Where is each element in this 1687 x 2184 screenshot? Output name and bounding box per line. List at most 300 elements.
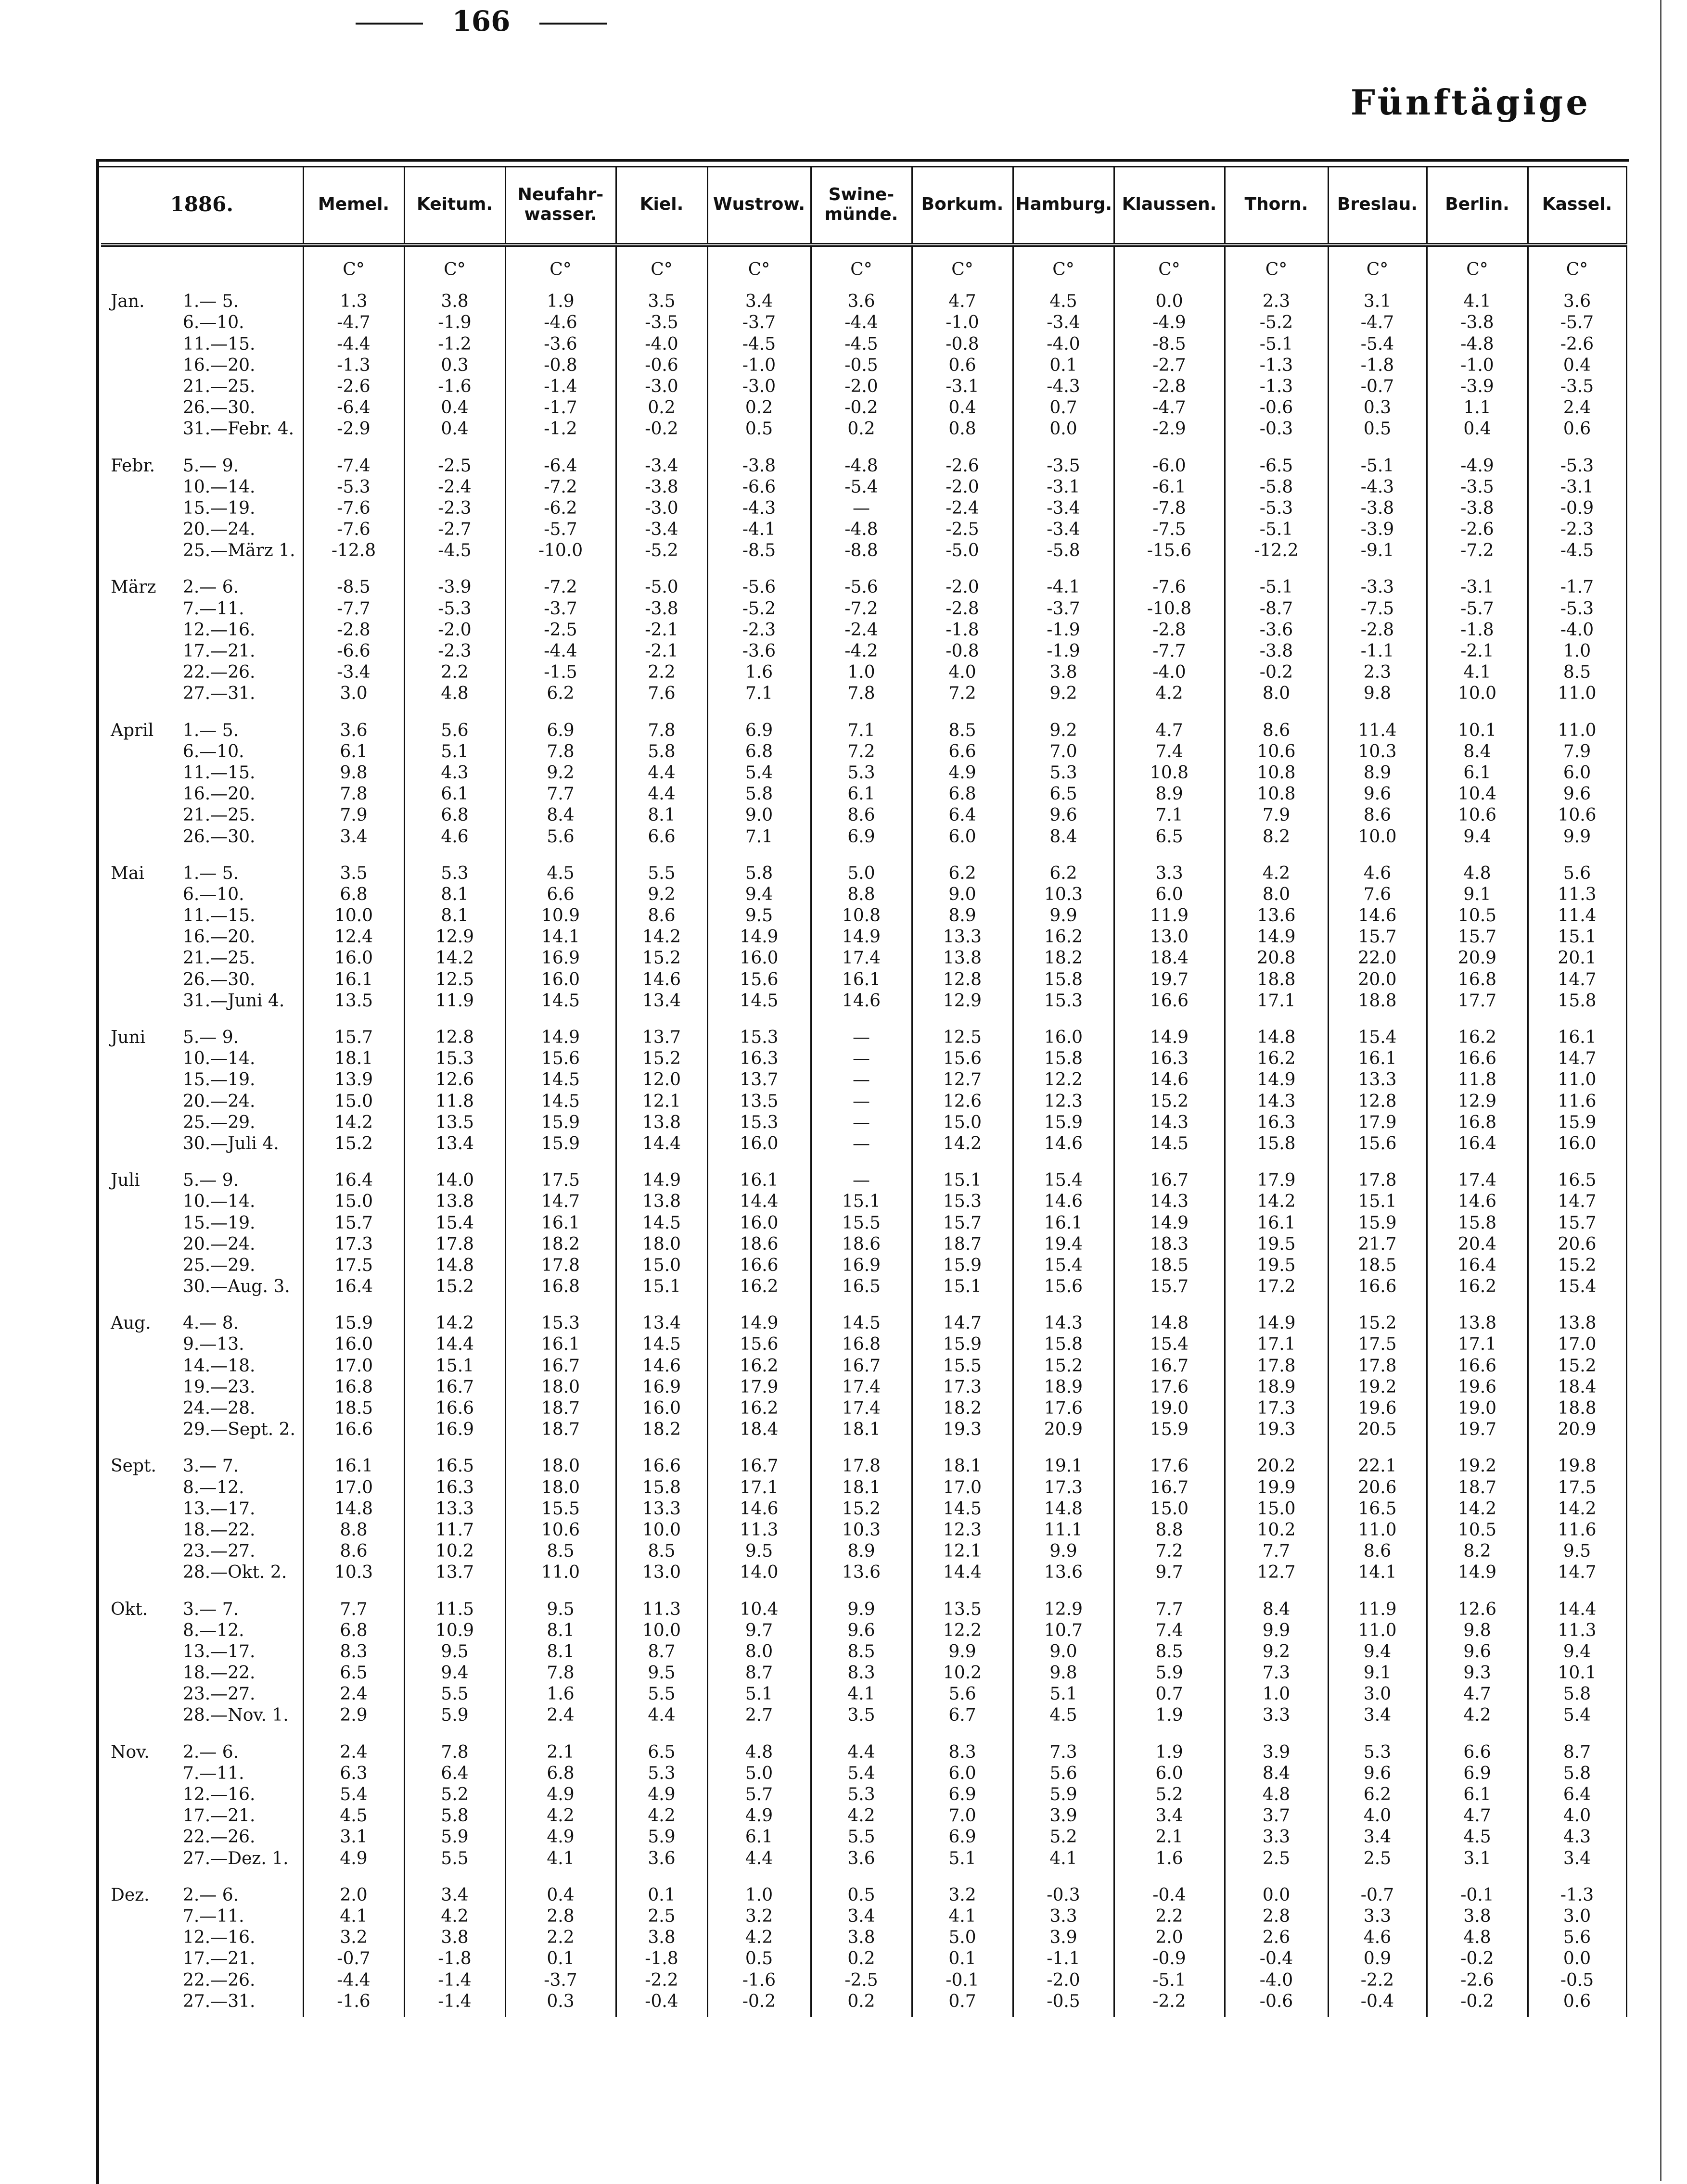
value-cell [1427,1302,1528,1445]
temperature-value: -1.2 [544,419,577,439]
temperature-value: 14.8 [334,1498,373,1519]
station-header: Klaussen. [1114,166,1225,245]
temperature-value: 14.4 [1558,1599,1597,1619]
period-label: 27.—Dez. 1. [183,1848,289,1868]
temperature-value: 16.7 [1150,1477,1189,1498]
temperature-value: 13.8 [1558,1313,1597,1333]
period-label: 16.—20. [183,784,256,804]
temperature-value: -3.8 [1460,313,1494,333]
temperature-value: -0.2 [844,398,878,418]
temperature-value: -0.5 [844,355,878,375]
temperature-value: -2.4 [946,498,979,518]
temperature-value: 13.7 [435,1562,474,1583]
temperature-value: 0.6 [1563,419,1591,439]
value-cell [505,1159,616,1302]
temperature-value: -3.4 [337,662,371,683]
temperature-value: 16.8 [1457,969,1497,990]
temperature-value: 3.5 [847,1705,875,1726]
temperature-value: -1.8 [1360,355,1394,375]
temperature-value: 16.2 [740,1356,779,1376]
temperature-value: 8.1 [648,805,676,825]
temperature-value: 6.9 [1463,1763,1491,1783]
month-group [101,1588,1626,1731]
value-cell [404,852,505,1016]
temperature-value: 8.4 [1262,1763,1291,1783]
temperature-value: 10.9 [541,906,580,926]
temperature-value: 18.2 [642,1420,681,1440]
temperature-value: 10.3 [1358,741,1397,762]
temperature-value: 9.9 [1563,826,1591,847]
temperature-value: -1.9 [1047,641,1080,661]
temperature-value: 7.4 [1155,1620,1183,1640]
temperature-value: 16.5 [435,1456,474,1476]
value-cell [1528,1874,1626,2017]
period-label: 31.—Febr. 4. [183,419,294,439]
temperature-value: 6.8 [340,884,368,904]
temperature-value: -4.2 [844,641,878,661]
temperature-value: 17.0 [943,1477,982,1498]
temperature-value: 17.4 [842,1377,881,1397]
temperature-value: 6.8 [948,784,976,804]
temperature-value: 7.1 [847,720,875,740]
value-cell [404,1445,505,1588]
temperature-value: 6.4 [948,805,976,825]
temperature-value: — [853,1049,870,1069]
value-cell [1427,710,1528,852]
temperature-value: -3.4 [645,520,678,540]
temperature-value: 2.4 [1563,398,1591,418]
temperature-value: 16.4 [334,1170,373,1191]
unit-cell: C° [1013,245,1114,280]
temperature-value: 15.9 [1558,1112,1597,1132]
temperature-value: 11.9 [1150,906,1189,926]
temperature-value: -1.8 [645,1949,678,1969]
period-label-cell [101,1302,303,1445]
temperature-value: 8.8 [847,884,875,904]
temperature-value: -10.8 [1147,598,1192,619]
temperature-value: 20.6 [1358,1477,1397,1498]
value-cell [616,852,707,1016]
temperature-value: 10.1 [1558,1663,1597,1683]
temperature-value: 9.2 [648,884,676,904]
temperature-value: 9.0 [1049,1641,1077,1662]
temperature-value: 17.1 [740,1477,779,1498]
temperature-value: 10.0 [1358,826,1397,847]
temperature-value: 13.5 [740,1091,779,1111]
temperature-value: 5.9 [441,1705,469,1726]
value-cell [1114,566,1225,709]
temperature-value: 1.9 [1155,1742,1183,1762]
temperature-value: -3.5 [1047,456,1080,476]
temperature-value: 9.6 [1563,784,1591,804]
temperature-value: 9.6 [1463,1641,1491,1662]
temperature-value: 6.0 [948,1763,976,1783]
temperature-value: 1.6 [547,1684,575,1704]
temperature-value: 16.8 [541,1277,580,1297]
temperature-value: 6.8 [547,1763,575,1783]
temperature-value: 15.3 [943,1192,982,1212]
temperature-value: 8.7 [745,1663,773,1683]
value-cell [1528,445,1626,567]
temperature-value: 5.5 [441,1848,469,1868]
temperature-value: 20.5 [1358,1420,1397,1440]
temperature-value: 11.5 [435,1599,474,1619]
temperature-value: 16.4 [334,1277,373,1297]
temperature-value: -3.1 [1460,577,1494,597]
temperature-value: -2.8 [1152,620,1186,640]
temperature-value: 5.5 [847,1827,875,1847]
temperature-value: 5.8 [441,1806,469,1826]
period-label: Sept. 3.— 7. [111,1456,303,1477]
value-cell [912,1159,1013,1302]
temperature-value: -3.7 [544,1970,577,1990]
value-cell [912,710,1013,852]
temperature-value: 1.0 [1563,641,1591,661]
temperature-value: 15.1 [943,1277,982,1297]
value-cell [1013,280,1114,444]
period-label: 8.—12. [183,1477,244,1498]
temperature-value: 11.0 [1558,684,1597,704]
temperature-value: 9.0 [745,805,773,825]
value-cell [616,1588,707,1731]
temperature-value: -5.6 [844,577,878,597]
temperature-value: 15.1 [1358,1192,1397,1212]
temperature-value: 18.0 [541,1477,580,1498]
value-cell [505,1731,616,1874]
value-cell [707,280,811,444]
temperature-value: 17.0 [334,1477,373,1498]
period-label-cell [101,280,303,444]
temperature-value: 14.2 [642,927,681,947]
temperature-value: 4.3 [441,762,469,783]
temperature-value: -3.5 [1560,376,1594,396]
period-label-cell [101,1588,303,1731]
temperature-value: 15.9 [541,1133,580,1154]
temperature-value: -4.9 [1460,456,1494,476]
temperature-value: 4.2 [1155,684,1183,704]
temperature-value: 9.6 [1363,1763,1392,1783]
temperature-value: 18.5 [334,1398,373,1419]
temperature-value: 0.1 [948,1949,976,1969]
value-cell [1328,280,1427,444]
temperature-value: 3.0 [1363,1684,1392,1704]
temperature-value: 14.0 [740,1562,779,1583]
period-label: 27.—31. [183,684,256,704]
temperature-value: 2.4 [340,1684,368,1704]
temperature-value: 12.9 [943,990,982,1011]
temperature-value: 11.8 [435,1091,474,1111]
temperature-value: 17.4 [842,948,881,968]
temperature-value: -2.0 [1047,1970,1080,1990]
value-cell [1328,1874,1427,2017]
temperature-value: -0.3 [1259,419,1293,439]
temperature-value: 19.2 [1358,1377,1397,1397]
value-cell [912,1731,1013,1874]
temperature-value: 0.0 [1262,1885,1291,1905]
temperature-value: 14.5 [842,1313,881,1333]
temperature-value: -2.2 [645,1970,678,1990]
temperature-value: -4.0 [645,334,678,354]
month-group [101,1731,1626,1874]
temperature-value: 14.5 [943,1498,982,1519]
temperature-value: 3.0 [340,684,368,704]
value-cell [1427,1159,1528,1302]
temperature-value: 10.2 [943,1663,982,1683]
temperature-value: 6.4 [441,1763,469,1783]
temperature-value: 0.2 [745,398,773,418]
month-name: Aug. [111,1313,151,1333]
temperature-value: 6.5 [1049,784,1077,804]
temperature-value: 16.6 [1457,1049,1497,1069]
temperature-value: 16.5 [1358,1498,1397,1519]
temperature-value: 4.2 [1463,1705,1491,1726]
period-label: 8.—12. [183,1620,244,1640]
value-cell [1225,280,1328,444]
temperature-value: 17.7 [1457,990,1497,1011]
value-cell [616,1016,707,1159]
temperature-value: 17.9 [1257,1170,1296,1191]
temperature-value: 0.6 [1563,1991,1591,2011]
value-cell [1328,1588,1427,1731]
temperature-value: 4.9 [648,1785,676,1805]
temperature-value: -0.2 [1259,662,1293,683]
temperature-value: 3.3 [1155,863,1183,883]
temperature-value: 17.3 [943,1377,982,1397]
value-cell [1328,1731,1427,1874]
period-label: 23.—27. [183,1541,256,1562]
temperature-value: 3.8 [1049,662,1077,683]
temperature-value: -1.2 [438,334,472,354]
value-cell [1528,1588,1626,1731]
value-cell [707,1445,811,1588]
value-cell [912,566,1013,709]
period-label: Mai 1.— 5. [111,863,303,884]
temperature-value: 3.6 [847,1848,875,1868]
temperature-value: 8.6 [1363,1541,1392,1562]
temperature-value: 1.0 [745,1885,773,1905]
period-label-cell [101,1874,303,2017]
temperature-value: 8.0 [1262,884,1291,904]
value-cell [912,445,1013,567]
temperature-value: 9.4 [1563,1641,1591,1662]
temperature-value: -3.7 [1047,598,1080,619]
temperature-value: 5.4 [745,762,773,783]
value-cell [1225,1874,1328,2017]
value-cell [505,852,616,1016]
temperature-value: 4.8 [1463,1928,1491,1948]
temperature-value: 18.1 [943,1456,982,1476]
value-cell [912,280,1013,444]
temperature-value: 9.5 [441,1641,469,1662]
temperature-value: 16.5 [1558,1170,1597,1191]
temperature-value: 5.6 [948,1684,976,1704]
temperature-value: 22.0 [1358,948,1397,968]
temperature-value: 9.5 [745,906,773,926]
temperature-value: 3.6 [648,1848,676,1868]
temperature-value: -1.6 [742,1970,776,1990]
value-cell [303,1159,404,1302]
temperature-value: 11.3 [1558,884,1597,904]
temperature-value: 17.0 [334,1356,373,1376]
temperature-value: -4.3 [1360,477,1394,497]
temperature-value: 22.1 [1358,1456,1397,1476]
temperature-value: 8.3 [948,1742,976,1762]
temperature-value: 16.2 [1257,1049,1296,1069]
temperature-value: 3.5 [340,863,368,883]
value-cell [1328,710,1427,852]
period-label: 29.—Sept. 2. [183,1420,295,1440]
temperature-value: 7.7 [340,1599,368,1619]
temperature-value: 17.8 [541,1255,580,1275]
month-group [101,280,1626,444]
period-label: 9.—13. [183,1334,244,1355]
temperature-value: -2.8 [1360,620,1394,640]
period-label: 11.—15. [183,334,256,354]
temperature-value: 6.4 [1563,1785,1591,1805]
temperature-value: 15.4 [1044,1255,1083,1275]
temperature-value: 12.1 [642,1091,681,1111]
temperature-value: -0.9 [1560,498,1594,518]
temperature-value: 17.6 [1044,1398,1083,1419]
value-cell [1225,1445,1328,1588]
temperature-value: 9.9 [1049,1541,1077,1562]
temperature-value: 8.1 [441,884,469,904]
month-group [101,852,1626,1016]
temperature-value: 12.3 [943,1520,982,1540]
temperature-value: 8.8 [340,1520,368,1540]
value-cell [1013,710,1114,852]
temperature-value: 7.6 [648,684,676,704]
period-label: 20.—24. [183,1091,256,1111]
temperature-value: 15.8 [1558,990,1597,1011]
temperature-value: 8.3 [847,1663,875,1683]
temperature-value: 17.4 [1457,1170,1497,1191]
temperature-value: 0.8 [948,419,976,439]
temperature-value: 2.5 [648,1906,676,1926]
temperature-value: 6.5 [648,1742,676,1762]
temperature-value: -0.6 [645,355,678,375]
value-cell [811,710,912,852]
temperature-value: -0.5 [1560,1970,1594,1990]
temperature-value: 4.1 [547,1848,575,1868]
temperature-value: 14.8 [1257,1028,1296,1048]
temperature-value: 3.4 [1155,1806,1183,1826]
period-label: 26.—30. [183,969,256,990]
temperature-value: 12.7 [1257,1562,1296,1583]
temperature-value: 14.8 [435,1255,474,1275]
value-cell [1114,1731,1225,1874]
temperature-value: 18.7 [541,1420,580,1440]
period-label: 21.—25. [183,376,256,396]
temperature-value: 3.6 [1563,292,1591,312]
temperature-value: -5.4 [844,477,878,497]
temperature-value: 4.2 [1262,863,1291,883]
temperature-value: 5.2 [1049,1827,1077,1847]
temperature-value: 7.2 [948,684,976,704]
temperature-value: 8.4 [1262,1599,1291,1619]
temperature-value: 10.6 [1457,805,1497,825]
temperature-value: 5.6 [547,826,575,847]
temperature-value: 5.3 [441,863,469,883]
temperature-value: 15.3 [1044,990,1083,1011]
period-label: 13.—17. [183,1641,256,1662]
station-header: Thorn. [1225,166,1328,245]
temperature-value: 10.8 [842,906,881,926]
value-cell [1013,1302,1114,1445]
temperature-value: 17.3 [334,1234,373,1254]
temperature-value: -2.5 [844,1970,878,1990]
temperature-value: 3.4 [745,292,773,312]
temperature-value: 16.1 [541,1334,580,1355]
temperature-value: -12.2 [1254,541,1299,561]
unit-cell: C° [1528,245,1626,280]
temperature-value: -2.3 [438,641,472,661]
value-cell [1225,1731,1328,1874]
period-label: 10.—14. [183,1049,256,1069]
temperature-value: 6.1 [1463,762,1491,783]
temperature-value: 0.5 [847,1885,875,1905]
temperature-value: 15.5 [842,1213,881,1233]
value-cell [1427,445,1528,567]
temperature-value: 15.2 [1358,1313,1397,1333]
temperature-value: 8.5 [1563,662,1591,683]
temperature-value: 11.0 [1358,1620,1397,1640]
temperature-value: 20.9 [1558,1420,1597,1440]
temperature-value: 4.9 [948,762,976,783]
temperature-value: -3.0 [645,376,678,396]
temperature-value: -4.0 [1259,1970,1293,1990]
temperature-value: -5.2 [742,598,776,619]
temperature-value: 13.7 [642,1028,681,1048]
temperature-value: 2.8 [1262,1906,1291,1926]
temperature-value: 16.2 [1457,1277,1497,1297]
temperature-value: 5.4 [340,1785,368,1805]
temperature-value: -1.0 [1460,355,1494,375]
period-label: 24.—28. [183,1398,256,1419]
temperature-value: 6.2 [948,863,976,883]
temperature-value: 16.9 [435,1420,474,1440]
temperature-value: -3.6 [1259,620,1293,640]
temperature-value: -4.6 [544,313,577,333]
temperature-value: 7.8 [340,784,368,804]
temperature-value: -4.0 [1152,662,1186,683]
temperature-value: 17.6 [1150,1377,1189,1397]
value-cell [1114,1588,1225,1731]
temperature-value: -7.8 [1152,498,1186,518]
value-cell [616,445,707,567]
temperature-value: 15.9 [1358,1213,1397,1233]
period-label: Nov. 2.— 6. [111,1742,303,1763]
temperature-value: 11.0 [541,1562,580,1583]
temperature-value: 6.1 [1463,1785,1491,1805]
period-label: Juni 5.— 9. [111,1027,303,1048]
temperature-value: -6.6 [337,641,371,661]
value-cell [1013,445,1114,567]
temperature-value: 2.0 [340,1885,368,1905]
temperature-value: -0.6 [1259,1991,1293,2011]
temperature-value: 7.7 [547,784,575,804]
period-label: 28.—Nov. 1. [183,1705,289,1726]
temperature-value: 0.4 [441,398,469,418]
temperature-value: 16.5 [842,1277,881,1297]
temperature-value: -3.4 [645,456,678,476]
temperature-value: -1.4 [544,376,577,396]
value-cell [1114,1016,1225,1159]
value-cell [303,1588,404,1731]
temperature-value: 14.6 [1358,906,1397,926]
temperature-value: 5.2 [1155,1785,1183,1805]
temperature-value: 18.4 [1558,1377,1597,1397]
